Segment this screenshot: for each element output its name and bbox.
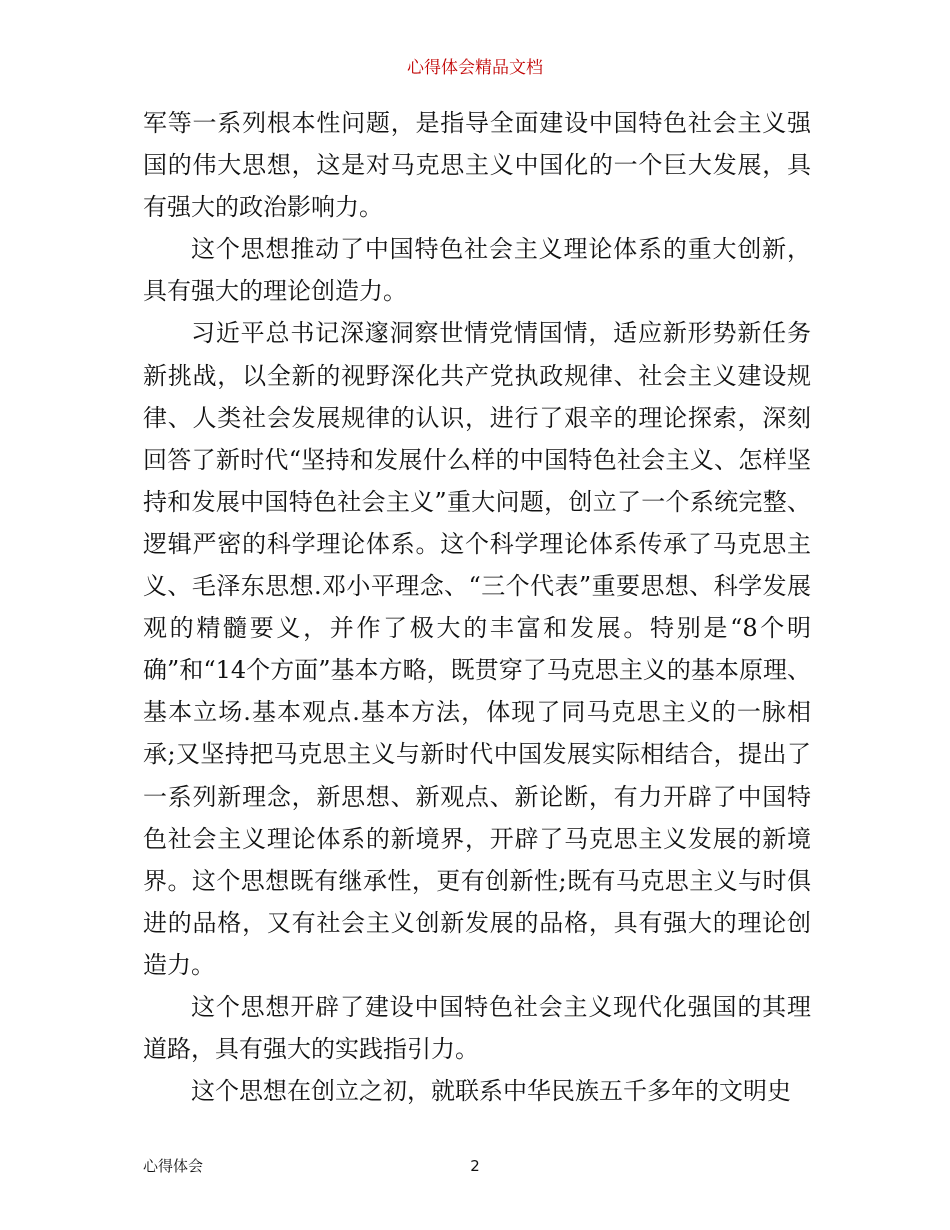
paragraph-1: 军等一系列根本性问题，是指导全面建设中国特色社会主义强国的伟大思想，这是对马克思主义中国化的一个巨大发展，具有强大的政治影响力。: [143, 109, 811, 222]
paragraph-4: 这个思想开辟了建设中国特色社会主义现代化强国的其理道路，具有强大的实践指引力。: [143, 992, 811, 1064]
paragraph-3: 习近平总书记深邃洞察世情党情国情，适应新形势新任务新挑战，以全新的视野深化共产党执政规律、社会主义建设规律、人类社会发展规律的认识，进行了艰辛的理论探索，深刻回答了新时代“坚持和发展什么样的中国特色社会主义、怎样坚持和发展中国特色社会主义”重大问题，创立了一个系统完整、逻辑严密的科学理论体系。这个科学理论体系传承了马克思主义、毛泽东思想.邓小平理念、“三个代表”重要思想、科学发展观的精髓要义，并作了极大的丰富和发展。特别是“8个明确”和“14个方面”基本方略，既贯穿了马克思主义的基本原理、基本立场.基本观点.基本方法，体现了同马克思主义的一脉相承;又坚持把马克思主义与新时代中国发展实际相结合，提出了一系列新理念，新思想、新观点、新论断，有力开辟了中国特色社会主义理论体系的新境界，开辟了马克思主义发展的新境界。这个思想既有继承性，更有创新性;既有马克思主义与时俱进的品格，又有社会主义创新发展的品格，具有强大的理论创造力。: [143, 319, 811, 979]
page-header-title: 心得体会精品文档: [407, 58, 543, 78]
page-number: 2: [470, 1157, 480, 1175]
footer-label: 心得体会: [143, 1157, 204, 1175]
document-body: [143, 102, 811, 1112]
paragraph-5: 这个思想在创立之初，就联系中华民族五千多年的文明史: [191, 1077, 791, 1106]
paragraph-2: 这个思想推动了中国特色社会主义理论体系的重大创新，具有强大的理论创造力。: [143, 235, 811, 306]
